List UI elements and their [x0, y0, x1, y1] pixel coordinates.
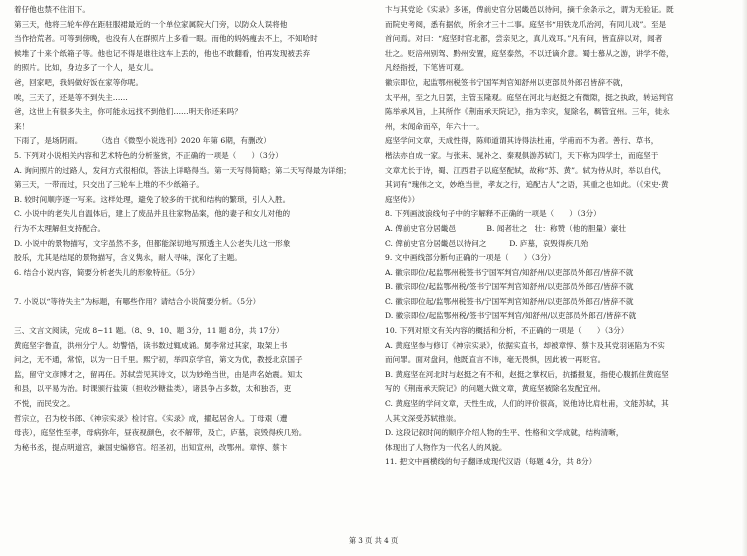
left-text-line: 问之，无不通，常惊，以为一日千里。熙宁初，举四京学官，第文为优，教授北京国子: [14, 355, 303, 365]
scan-edge: [741, 0, 747, 556]
left-text-line: 哲宗立，召为校书郎、《神宗实录》检讨官。《实录》成，擢起居舍人。丁母艰（遭: [14, 413, 288, 423]
right-text-line: 卞与其党论《实录》多诬，俾前史官分居畿邑以待问，摘千余条示之，谓为无验证。既: [385, 5, 674, 14]
left-text-line: [14, 280, 366, 295]
right-text-line: 庭坚学问文章，天成性得，陈师道谓其诗得法杜甫，学甫而不为者。善行、草书，: [385, 136, 659, 146]
right-text-line: 壮之。贬涪州别驾、黔州安置，庭坚泰然，不以迁谪介意。蜀士慕从之游，讲学不倦，: [385, 48, 674, 58]
left-text-line: B. 较时间顺序逐一写来。这样处理，避免了较多的干扰和结构的繁琐，引人入胜。: [14, 194, 291, 204]
left-text-line: 黄庭坚字鲁直，洪州分宁人。幼警悟，读书数过辄成诵。舅李常过其家，取架上书: [14, 340, 288, 350]
right-column: [385, 3, 737, 470]
right-text-line: D. 徽宗即位/起监鄂州税/签书宁国军判官/知舒州/以吏部员外郎召/皆辞不就: [385, 311, 637, 321]
right-text-line: A. 徽宗即位/起监鄂州税签书宁国军判官/知舒州/以吏部员外郎召/皆辞不就: [385, 267, 634, 277]
left-text-line: [14, 309, 366, 324]
left-text-line: 的照片。比如，身边多了一个人，是女儿。: [14, 63, 159, 73]
right-text-line: 州，未闻命而卒，年六十一。: [385, 121, 484, 131]
left-text-line: 着仔他也禁不住泪下。: [14, 5, 90, 14]
left-text-line: 爸，这世上有很多失主，你可能永远找不到他们……明天你还来吗？: [14, 107, 242, 117]
left-text-line: 第三天，他将三轮车停在距驻服裙最近的一个单位家属院大门旁，以防众人误将他: [14, 19, 288, 29]
right-text-line: 而院史考阅，悉有据依，所余才三十二事。庭坚书“用铁龙爪治河，有同儿戏”。至是: [385, 19, 667, 29]
right-text-line: 太平州，至之九日罢，主管玉隆观。庭坚在河北与赵挺之有微隙，挺之执政，转运判官: [385, 92, 674, 102]
left-text-line: 不悦，而民安之。: [14, 399, 75, 409]
left-text-line: 5. 下列对小说相关内容和艺术特色的分析鉴赏，不正确的一项是（ ）（3分）: [14, 150, 283, 160]
left-text-line: 三、文言文阅读，完成 8~11 题。（8、9、10、题 3分，11 题 8分，共 17分）: [14, 326, 284, 336]
right-text-line: 体现出了人物作为一代名人的风貌。: [385, 442, 507, 452]
left-text-line: 下雨了，是场阴雨。 （选自《微型小说选刊》2020 年第 6期，有删改）: [14, 136, 271, 146]
left-text-line: D. 小说中的景物描写，文字虽然不多，但都能深切地写照透主人公老失儿这一形象: [14, 238, 291, 248]
right-text-line: 庭坚传》）: [385, 194, 420, 204]
left-text-line: 胶乐，尤其是结尾的景物描写，含义隽永，耐人寻味，深化了主题。: [14, 253, 242, 263]
right-text-line: 而问罪。面对盘问，他既直言不讳，毫无畏惧，因此被一再贬官。: [385, 355, 606, 365]
right-text-line: D. 这段记叙时间的顺序介绍人物的生平、性格和文学成就，结构清晰，: [385, 428, 624, 438]
left-text-line: 爸，回家吧，我妈做好饭在家等你呢。: [14, 77, 144, 87]
right-text-line: 陈举承风旨，上其所作《荆南承天院记》，指为幸灾，复除名，羁管宜州。三年，徙永: [385, 107, 670, 117]
right-text-line: 其词有“瑰伟之文，妙绝当世，孝友之行，追配古人”之语，其重之也如此。（《宋史·黄: [385, 180, 669, 190]
left-text-line: 第三天，一带而过，只交出了三轮车上堆的不少纸箱子。: [14, 180, 204, 190]
left-text-line: 候堆了十来个纸箱子等。他也记不得是谁往这车上丢的，他也不敢翻看，怕再发现被丢弃: [14, 48, 311, 58]
right-text-line: 凡经指授，下笔皆可观。: [385, 63, 469, 73]
left-text-line: 监，留守文彦博才之，留再任。苏轼尝见其诗文，以为妙绝当世，由是声名始震。知太: [14, 369, 303, 379]
right-text-line: 徽宗即位，起监鄂州税签书宁国军判官知舒州以吏部员外郎召皆辞不就，: [385, 77, 628, 87]
left-text-line: 来！: [14, 121, 30, 131]
right-text-line: B. 徽宗即位/起监鄂州税/签书宁国军判官知舒州/以吏部员外郎召/皆辞不就: [385, 282, 634, 292]
right-text-line: 9. 文中画线部分断句正确的一项是（ ）（3分）: [385, 253, 556, 263]
right-text-line: 8. 下列画波浪线句子中的字解释不正确的一项是（ ）（3分）: [385, 209, 601, 219]
right-text-line: 写的《荆南承天院记》的问题大做文章，黄庭坚被除名发配宜州。: [385, 384, 606, 394]
right-text-line: C. 俾前史官分居畿邑以待问之 D. 庐墓，哀毁得疾几殆: [385, 238, 589, 248]
left-text-line: C. 小说中的老失儿自温体后，建上了废品并且往家物品案，他的妻子和女儿对他的: [14, 209, 291, 219]
left-text-line: 当作拾荒者。可等到傍晚，也没有人在群照片上多看一眼。而他的妈妈瘦去不上，不知哈时: [14, 34, 318, 44]
right-text-line: C. 黄庭坚的学问文章，天性生成，人们的评价很高，说他诗比肩杜甫，文能苏轼，其: [385, 399, 669, 409]
left-text-line: 为秘书丞，提点明道宫，兼国史编修官。绍圣初，出知宣州，改鄂州。章惇、蔡卞: [14, 442, 288, 452]
right-text-line: B. 黄庭坚在河北时与赵挺之有不和，赵挺之掌权后，抗播报复，指使心腹抓住黄庭坚: [385, 369, 669, 379]
page-footer: 第 3 页 共 4 页: [348, 536, 399, 545]
right-text-line: 人其文深受苏轼推崇。: [385, 413, 461, 423]
left-text-line: 母丧），庭坚性至孝，母病弥年，昼夜视颜色，衣不解带，及亡，庐墓，哀毁得疾几殆。: [14, 428, 307, 438]
right-text-line: C. 徽宗即位起/监鄂州税签书/宁国军判官知舒州/以吏部员外郎召/皆辞不就: [385, 296, 634, 306]
left-text-line: 唉，三天了，还是等不到失主……: [14, 92, 128, 102]
left-text-line: 7. 小说以“等待失主”为标题，有哪些作用？请结合小说简要分析。（5分）: [14, 296, 261, 306]
right-text-line: 楷法亦自成一家。与张耒、晁补之、秦观俱游苏轼门，天下称为四学士，而庭坚于: [385, 150, 659, 160]
left-column: [14, 3, 366, 455]
right-text-line: 11. 把文中画横线的句子翻译成现代汉语（每题 4分，共 8分）: [385, 457, 597, 467]
right-text-line: A. 黄庭坚参与修订《神宗实录》，依据实直书，却被章惇、蔡卞及其党羽诬陷为不实: [385, 340, 665, 350]
right-text-line: A. 俾前史官分居畿邑 B. 闻者壮之 壮：称赞（他的胆量）豪壮: [385, 223, 626, 233]
right-text-line: 首问焉。对曰：“庭坚时官北都，尝亲见之，真儿戏耳。”凡有问，皆直辞以对，闻者: [385, 34, 663, 44]
right-text-line: 10. 下列对原文有关内容的概括和分析，不正确的一项是（ ）（3分）: [385, 326, 629, 336]
right-text-line: 文章尤长于诗，蜀、江西君子以庭坚配轼，故称“苏、黄”。轼为侍从时，举以自代，: [385, 165, 667, 175]
left-text-line: A. 询问照片的过路人，发问方式很相似，答法上详略得当。第一天写得简略；第二天写得最为详细；: [14, 165, 351, 175]
left-text-line: 和县，以平易为治。时课颁行盐策（担收沙糖盐类），诸县争占多数，太和独否，吏: [14, 384, 292, 394]
left-text-line: 6. 结合小说内容，简要分析老失儿的形象特征。（5分）: [14, 267, 200, 277]
left-text-line: 行为不太理解但支持配合。: [14, 223, 106, 233]
